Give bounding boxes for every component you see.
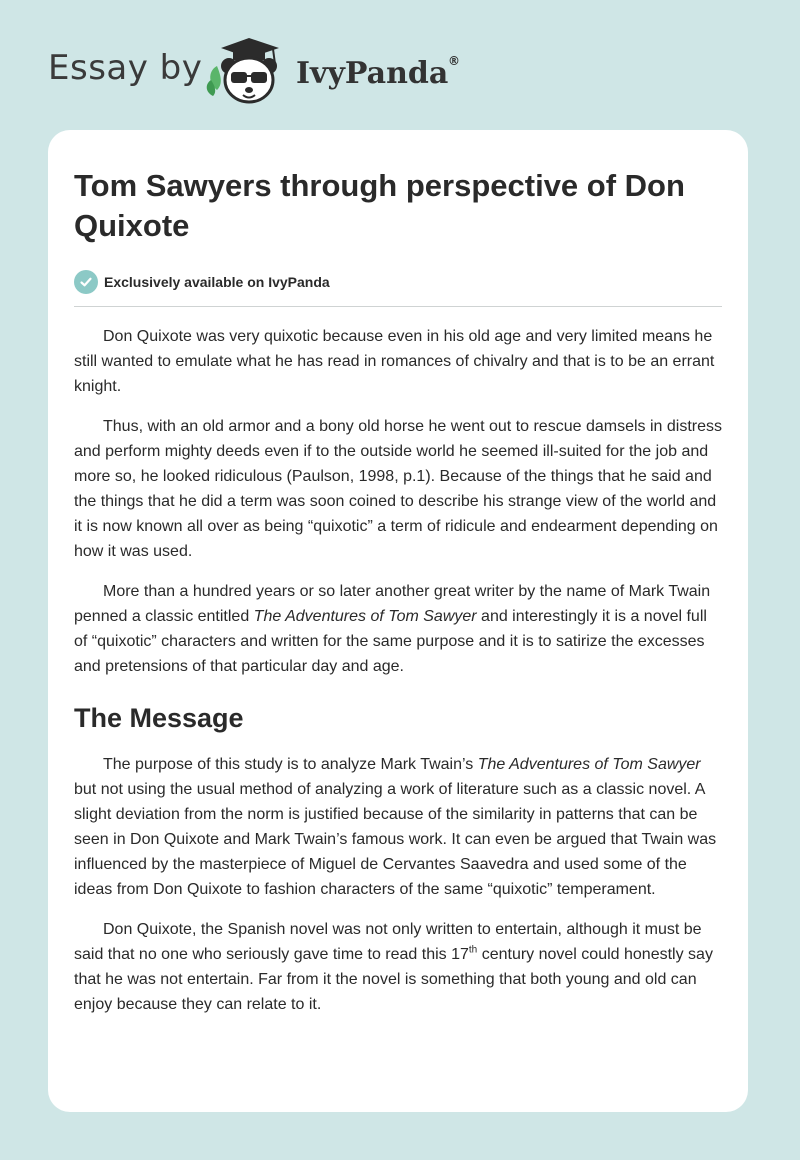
paragraph-4 bbox=[74, 752, 722, 902]
essay-content bbox=[74, 166, 722, 1017]
paragraph-3 bbox=[74, 579, 722, 679]
ordinal-suffix: th bbox=[468, 944, 478, 956]
book-title-italic: The Adventures of Tom Sawyer bbox=[477, 756, 701, 773]
registered-mark: ® bbox=[448, 54, 460, 68]
check-circle-icon bbox=[74, 270, 98, 294]
paragraph-4-text-a: The purpose of this study is to analyze Mark Twain’s bbox=[103, 756, 478, 773]
exclusive-badge bbox=[74, 268, 722, 296]
book-title-italic: The Adventures of Tom Sawyer bbox=[253, 608, 477, 625]
brand-name[interactable]: IvyPanda bbox=[296, 56, 449, 91]
essay-title: Tom Sawyers through perspective of Don Quixote bbox=[74, 168, 685, 243]
section-heading: The Message bbox=[74, 703, 244, 733]
panda-graduate-icon[interactable] bbox=[203, 34, 293, 119]
paragraph-5 bbox=[74, 917, 722, 1017]
paragraph-4-text-b: but not using the usual method of analyzing a work of literature such as a classic novel. A slight deviation from the norm is justified because of the similarity in patterns that can be seen in Don Quixote and Mark Twain’s famous work. It can even be argued that Twain was influenced by the masterpiece of Miguel de Cervantes Saavedra and used some of the ideas from Don Quixote to fashion characters of the same “quixotic” temperament. bbox=[74, 781, 717, 898]
divider bbox=[74, 306, 722, 307]
brand-prefix: Essay by bbox=[48, 48, 203, 88]
exclusive-label: Exclusively available on IvyPanda bbox=[104, 274, 330, 290]
site-header bbox=[48, 34, 748, 114]
paragraph-5-text-b: century novel could honestly say that he was not entertain. Far from it the novel is something that both young and old can enjoy because they can relate to it. bbox=[74, 946, 713, 1013]
paragraph-2: Thus, with an old armor and a bony old horse he went out to rescue damsels in distress and perform mighty deeds even if to the outside world he seemed ill-suited for the job and more so, he looked ridiculous (Paulson, 1998, p.1). Because of the things that he said and the things that he did a term was soon coined to describe his strange view of the world and it is now known all over as being “quixotic” a term of ridicule and endearment depending on how it was used. bbox=[74, 418, 722, 560]
paragraph-3-text-a: More than a hundred years or so later another great writer by the name of Mark Twain penned a classic entitled bbox=[74, 583, 711, 625]
paragraph-5-text-a: Don Quixote, the Spanish novel was not only written to entertain, although it must be said that no one who seriously gave time to read this 17 bbox=[74, 921, 702, 963]
essay-card bbox=[48, 130, 748, 1112]
paragraph-3-text-b: and interestingly it is a novel full of “quixotic” characters and written for the same purpose and it is to satirize the excesses and pretensions of that particular day and age. bbox=[74, 608, 707, 675]
paragraph-1: Don Quixote was very quixotic because even in his old age and very limited means he still wanted to emulate what he has read in romances of chivalry and that is to be an errant knight. bbox=[74, 328, 715, 395]
